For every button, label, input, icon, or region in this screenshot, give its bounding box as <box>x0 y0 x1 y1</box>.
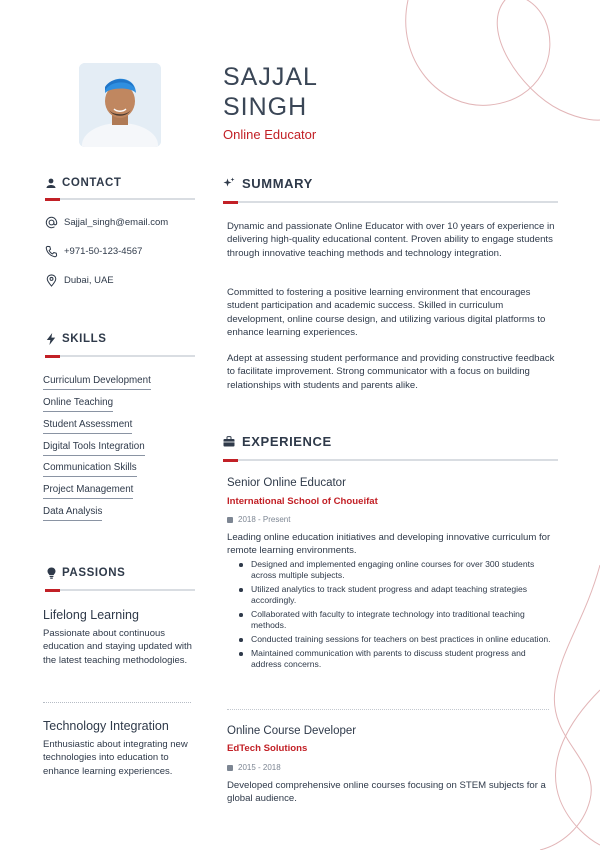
achievement-item: Designed and implemented engaging online courses for over 300 students across multiple subjects. <box>236 559 556 582</box>
contact-divider <box>45 198 195 200</box>
experience-divider <box>223 459 558 461</box>
skill-item: Online Teaching <box>43 396 113 412</box>
name-first: SAJJAL <box>223 63 318 91</box>
contact-email[interactable] <box>45 214 168 230</box>
job-company: International School of Choueifat <box>227 496 378 507</box>
job-separator <box>227 709 549 710</box>
job-title: Senior Online Educator <box>227 477 346 489</box>
skill-item: Student Assessment <box>43 418 132 434</box>
summary-divider <box>223 201 558 203</box>
passion-title: Lifelong Learning <box>43 608 139 622</box>
achievement-item: Maintained communication with parents to discuss student progress and address concerns. <box>236 648 556 671</box>
summary-paragraph: Adept at assessing student performance and providing constructive feedback to facilitate improvement. Strong communicator with a focus on building relationships with students and parents alike. <box>227 353 555 391</box>
candidate-name <box>223 62 318 122</box>
contact-heading: CONTACT <box>62 177 122 189</box>
passions-divider-accent <box>45 589 60 592</box>
passion-description: Enthusiastic about integrating new technologies into education to enhance learning experiences. <box>43 739 188 777</box>
skills-divider <box>45 355 195 357</box>
summary-heading: SUMMARY <box>242 176 313 191</box>
job-achievements <box>236 559 556 673</box>
skill-item: Digital Tools Integration <box>43 440 145 456</box>
calendar-icon <box>227 517 233 523</box>
summary-paragraph: Committed to fostering a positive learning environment that encourages student participation and academic success. Skilled in curriculum development, online course design, and utilizing various digital platforms to enhance learning experiences. <box>227 287 546 338</box>
user-icon <box>45 177 57 189</box>
passion-description: Passionate about continuous education and staying updated with the latest teaching methodologies. <box>43 628 192 666</box>
experience-divider-accent <box>223 459 238 462</box>
skills-heading: SKILLS <box>62 333 107 345</box>
location-pin-icon <box>45 274 58 287</box>
achievement-item: Utilized analytics to track student progress and adapt teaching strategies accordingly. <box>236 584 556 607</box>
job-dates-text: 2018 - Present <box>238 515 291 524</box>
skills-divider-accent <box>45 355 60 358</box>
experience-heading: EXPERIENCE <box>242 434 332 449</box>
briefcase-icon <box>223 435 235 447</box>
name-last: SINGH <box>223 93 308 121</box>
passions-section-header <box>45 567 195 597</box>
contact-divider-accent <box>45 198 60 201</box>
contact-section-header <box>45 177 195 207</box>
phone-icon <box>45 245 58 258</box>
skill-item: Curriculum Development <box>43 374 151 390</box>
skill-item: Project Management <box>43 483 133 499</box>
job-title: Online Course Developer <box>227 725 357 737</box>
contact-location <box>45 272 114 288</box>
achievement-item: Conducted training sessions for teachers on best practices in online education. <box>236 634 556 645</box>
profile-photo <box>79 63 161 147</box>
job-dates <box>227 515 290 524</box>
email-text: Sajjal_singh@email.com <box>64 216 169 228</box>
calendar-icon <box>227 765 233 771</box>
passions-divider <box>45 589 195 591</box>
achievement-item: Collaborated with faculty to integrate technology into traditional teaching methods. <box>236 609 556 632</box>
at-icon <box>45 216 58 229</box>
job-dates <box>227 763 281 772</box>
location-text: Dubai, UAE <box>64 274 114 286</box>
passion-separator <box>43 702 191 703</box>
skills-section-header <box>45 333 195 363</box>
summary-paragraph: Dynamic and passionate Online Educator with over 10 years of experience in delivering high-quality educational content. Proven ability to engage students through innovative teaching methods and technology integration. <box>227 221 555 259</box>
contact-phone[interactable] <box>45 243 142 259</box>
passion-title: Technology Integration <box>43 719 169 733</box>
summary-divider-accent <box>223 201 238 204</box>
sparkle-icon <box>223 177 235 189</box>
passions-heading: PASSIONS <box>62 567 126 579</box>
job-description: Leading online education initiatives and developing innovative curriculum for remote learning environments. <box>227 532 551 557</box>
skill-item: Communication Skills <box>43 461 137 477</box>
job-dates-text: 2015 - 2018 <box>238 763 281 772</box>
job-role: Online Educator <box>223 127 317 142</box>
job-description: Developed comprehensive online courses focusing on STEM subjects for a global audience. <box>227 780 546 805</box>
lightbulb-icon <box>45 567 57 579</box>
phone-text: +971-50-123-4567 <box>64 245 143 257</box>
job-company: EdTech Solutions <box>227 743 308 754</box>
lightning-icon <box>45 333 57 345</box>
skill-item: Data Analysis <box>43 505 102 521</box>
